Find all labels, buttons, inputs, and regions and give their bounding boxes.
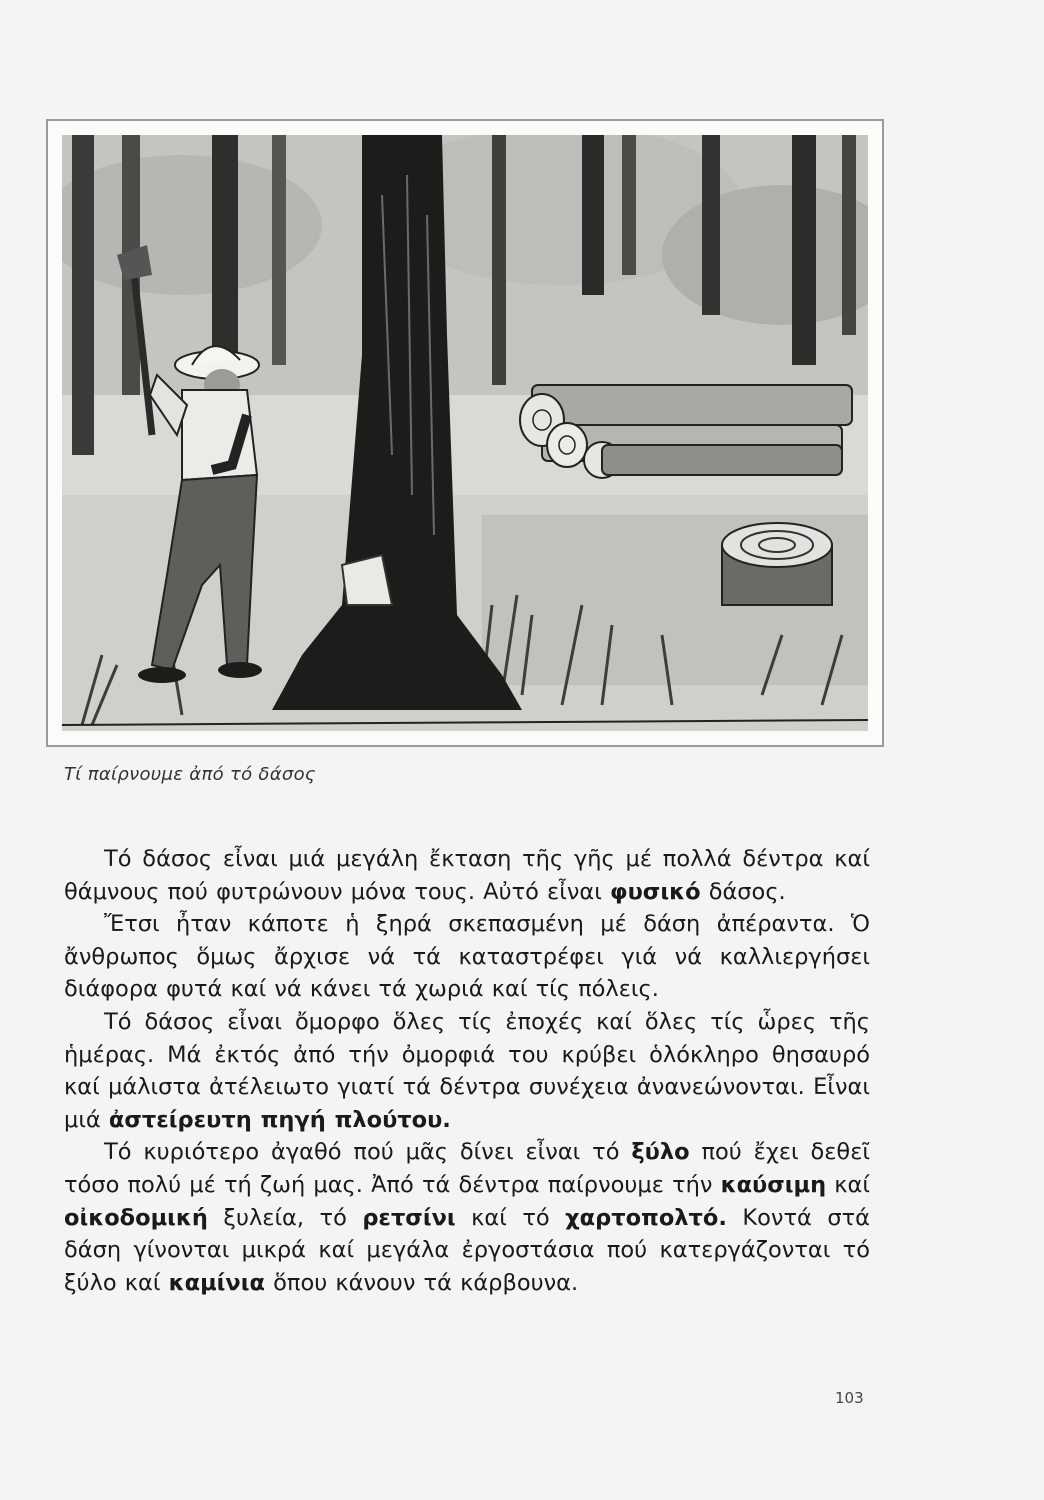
forest-woodcutter-illustration <box>62 135 868 731</box>
paragraph: Τό δάσος εἶναι ὄμορφο ὅλες τίς ἐποχές καί ὅλες τίς ὧρες τῆς ἡμέρας. Μά ἐκτός ἀπό τήν ὀμορφιά του κρύβει ὁλόκληρο θησαυρό καί μάλιστα ἀτέλειωτο γιατί τά δέντρα συνέχεια ἀνανεώνονται. Εἶναι μιά ἀστείρευτη πηγή πλούτου. <box>64 1008 870 1133</box>
figure-caption: Τί παίρνουμε ἀπό τό δάσος <box>64 764 316 785</box>
bold-term: φυσικό <box>610 878 701 905</box>
bold-term: καύσιμη <box>720 1171 827 1198</box>
paragraph: Τό δάσος εἶναι μιά μεγάλη ἔκταση τῆς γῆς μέ πολλά δέντρα καί θάμνους πού φυτρώνουν μόνα τους. Αὐτό εἶναι φυσικό δάσος. <box>64 846 870 905</box>
bold-term: καμίνια <box>168 1269 265 1296</box>
page-number: 103 <box>835 1389 864 1407</box>
paragraph: Τό κυριότερο ἀγαθό πού μᾶς δίνει εἶναι τό ξύλο πού ἔχει δεθεῖ τόσο πολύ μέ τή ζωή μας. Ἀπό τά δέντρα παίρνουμε τήν καύσιμη καί οἰκοδομική ξυλεία, τό ρετσίνι καί τό χαρτοπολτό. Κοντά στά δάση γίνονται μικρά καί μεγάλα ἐργοστάσια πού κατεργάζονται τό ξύλο καί καμίνια ὅπου κάνουν τά κάρβουνα. <box>64 1139 870 1296</box>
bold-term: ἀστείρευτη πηγή πλούτου. <box>108 1106 451 1133</box>
bold-term: ξύλο <box>631 1139 690 1166</box>
bold-term: χαρτοπολτό. <box>565 1204 727 1231</box>
paragraph: Ἔτσι ἦταν κάποτε ἡ ξηρά σκεπασμένη μέ δάση ἀπέραντα. Ὁ ἄνθρωπος ὅμως ἄρχισε νά τά καταστρέφει γιά νά καλλιεργήσει διάφορα φυτά καί νά κάνει τά χωριά καί τίς πόλεις. <box>64 911 870 1003</box>
body-text <box>64 843 870 1299</box>
bold-term: οἰκοδομική <box>64 1204 208 1231</box>
illustration-frame <box>46 119 884 747</box>
bold-term: ρετσίνι <box>362 1204 456 1231</box>
